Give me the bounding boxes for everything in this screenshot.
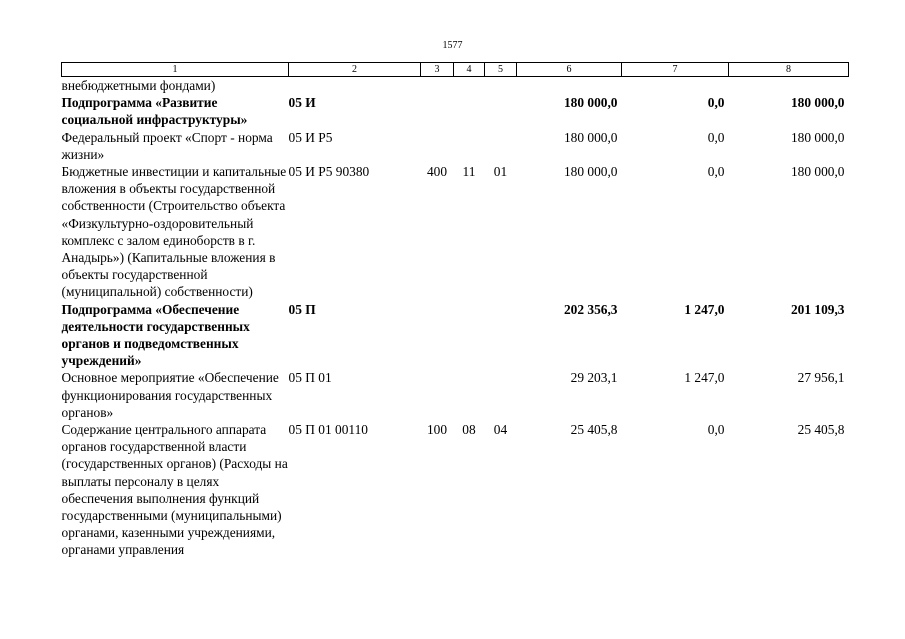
table-row <box>62 77 849 95</box>
row-col5 <box>485 369 517 421</box>
table-row <box>62 369 849 421</box>
row-change: 0,0 <box>707 129 725 145</box>
row-col3: 100 <box>426 422 448 438</box>
row-col4 <box>454 77 485 95</box>
row-col3 <box>421 301 454 370</box>
row-change <box>622 77 729 95</box>
row-col4 <box>454 94 485 128</box>
row-name: Подпрограмма «Обеспечение деятельности государственных органов и подведомственных учреждений» <box>61 301 250 369</box>
row-result: 180 000,0 <box>790 129 845 145</box>
row-total: 29 203,1 <box>570 370 618 386</box>
row-result: 201 109,3 <box>790 301 845 317</box>
row-name: Бюджетные инвестиции и капитальные вложения в объекты государственной собственности (Строительство объекта «Физкультурно-оздоровительный комплекс с залом единоборств в г. Анадырь») (Капитальные вложения в объекты государственной (муниципальной) собственности) <box>61 164 287 300</box>
row-name: Содержание центрального аппарата органов государственной власти (государственных органов) (Расходы на выплаты персоналу в целях обеспечения выполнения функций государственными (муниципальными) органами, казенными учреждениями, органами управления <box>61 422 288 558</box>
row-change: 0,0 <box>707 422 725 438</box>
row-name: Федеральный проект «Спорт - норма жизни» <box>61 129 273 162</box>
row-result <box>729 77 849 95</box>
row-col4: 11 <box>462 164 476 180</box>
header-cell: 4 <box>454 63 485 77</box>
page-number: 1577 <box>442 40 463 51</box>
table-row <box>62 421 849 559</box>
table-row <box>62 94 849 128</box>
table-row <box>62 129 849 163</box>
row-name: Основное мероприятие «Обеспечение функционирования государственных органов» <box>61 370 279 420</box>
row-col3: 400 <box>426 164 448 180</box>
row-col3 <box>421 94 454 128</box>
row-code: 05 И Р5 <box>288 129 333 145</box>
header-cell: 1 <box>62 63 289 77</box>
row-total: 180 000,0 <box>563 95 618 111</box>
header-cell: 5 <box>485 63 517 77</box>
row-code: 05 П 01 <box>288 370 332 386</box>
row-result: 180 000,0 <box>790 95 845 111</box>
row-col5: 04 <box>493 422 508 438</box>
row-change: 1 247,0 <box>684 370 725 386</box>
row-change: 0,0 <box>707 95 725 111</box>
row-code: 05 П <box>288 301 316 317</box>
row-result: 25 405,8 <box>797 422 845 438</box>
row-col4: 08 <box>462 422 476 438</box>
row-col5: 01 <box>493 164 508 180</box>
row-change: 0,0 <box>707 164 725 180</box>
row-change: 1 247,0 <box>684 301 725 317</box>
row-col5 <box>485 129 517 163</box>
header-cell: 8 <box>729 63 849 77</box>
row-total: 25 405,8 <box>570 422 618 438</box>
row-result: 27 956,1 <box>797 370 845 386</box>
row-col3 <box>421 369 454 421</box>
row-col4 <box>454 369 485 421</box>
header-cell: 2 <box>289 63 421 77</box>
header-cell: 6 <box>517 63 622 77</box>
row-col3 <box>421 77 454 95</box>
row-code: 05 П 01 00110 <box>288 422 368 438</box>
header-row <box>62 63 849 77</box>
row-name: внебюджетными фондами) <box>61 78 216 93</box>
budget-table <box>61 62 849 559</box>
table-row <box>62 301 849 370</box>
row-col5 <box>485 301 517 370</box>
row-total: 202 356,3 <box>563 301 618 317</box>
row-code: 05 И Р5 90380 <box>288 164 370 180</box>
row-total: 180 000,0 <box>563 164 618 180</box>
row-result: 180 000,0 <box>790 164 845 180</box>
row-total: 180 000,0 <box>563 129 618 145</box>
row-col5 <box>485 94 517 128</box>
row-col4 <box>454 129 485 163</box>
row-col3 <box>421 129 454 163</box>
row-code: 05 И <box>288 95 316 111</box>
row-name: Подпрограмма «Развитие социальной инфраструктуры» <box>61 95 248 128</box>
row-col5 <box>485 77 517 95</box>
header-cell: 7 <box>622 63 729 77</box>
row-code <box>289 77 421 95</box>
row-total <box>517 77 622 95</box>
header-cell: 3 <box>421 63 454 77</box>
row-col4 <box>454 301 485 370</box>
table-row <box>62 163 849 301</box>
